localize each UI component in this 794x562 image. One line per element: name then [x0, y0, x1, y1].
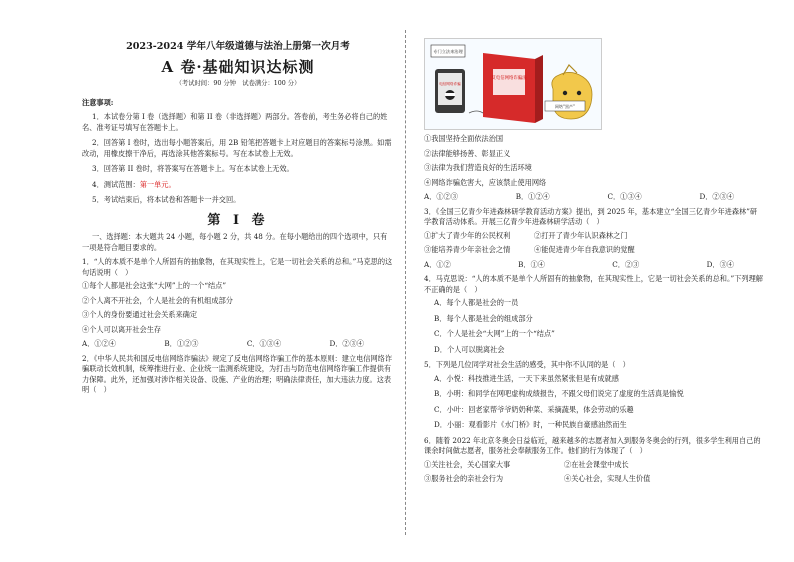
q5-option-a: A．小悦：科技推进生活，一天下来虽然紧张但是有成就感 — [434, 373, 619, 383]
question-2-stem: 2．《中华人民共和国反电信网络诈骗法》规定了反电信网络诈骗工作的基本原则：建立电信网络诈骗联动长效机制，统筹推进行业、企业统一监测系统建设，为打击与防范电信网络诈骗工作提供有力保障。此外，还加强对涉诈相关设备、设施、产业的治理；明确法律责任，加大违法力度。这表明（ ） — [82, 353, 393, 394]
q2-option-a: A．①②③ — [424, 192, 458, 201]
note-1: 1．本试卷分第 I 卷（选择题）和第 II 卷（非选择题）两部分。答卷前，考生务必将自己的姓名、准考证号填写在答题卡上。 — [82, 112, 388, 132]
notes-title: 注意事项: — [82, 97, 114, 107]
q6-statement-2: ②在社会课堂中成长 — [564, 459, 629, 469]
q1-option-a: A．①②④ — [82, 339, 116, 348]
q1-statement-1: ①每个人都是社会这张“大网”上的一个“结点” — [82, 281, 227, 290]
q2-options — [424, 192, 764, 203]
q3-option-b: B．①④ — [518, 259, 545, 269]
q1-statement-4: ④个人可以离开社会生存 — [82, 324, 162, 334]
q6-statements-row-2 — [424, 474, 764, 485]
question-5-stem: 5．下列是几位同学对社会生活的感受，其中你不认同的是（ ） — [424, 360, 630, 369]
exam-info: （考试时间：90 分钟 试卷满分：100 分） — [175, 80, 301, 87]
cartoon-poster-text: 专门立法来治理 — [433, 49, 463, 54]
q6-statement-3: ③服务社会的亲社会行为 — [424, 474, 504, 483]
cartoon-illustration — [424, 38, 602, 130]
q6-statement-1: ①关注社会，关心国家大事 — [424, 459, 511, 469]
note-5: 5．考试结束后，将本试卷和答题卡一并交回。 — [92, 195, 241, 204]
q5-option-d: D．小丽：观看影片《水门桥》时，一种民族自豪感油然而生 — [434, 420, 627, 429]
note-4 — [82, 180, 394, 191]
q3-option-c: C．②③ — [612, 259, 640, 269]
q5-option-b: B．小明：和同学在网吧虚构成绩报告，不跟父母们说完了虚度的生活真是愉悦 — [434, 389, 684, 398]
question-6-stem: 6．随着 2022 年北京冬奥会日益临近，越来越多的志愿者加入到服务冬奥会的行列，很多学生利用自己的课余时间做志愿者，服务社会奉献服务工作。他们的行为体现了（ ） — [424, 435, 761, 455]
q2-statement-1: ①我国坚持全面依法治国 — [424, 134, 504, 143]
right-column — [424, 38, 764, 489]
cartoon-bag-text: 网络“黑产” — [554, 104, 576, 109]
q3-statement-2: ②打开了青少年认识森林之门 — [534, 230, 628, 240]
section-instructions: 一、选择题：本大题共 24 小题，每小题 2 分，共 48 分。在每小题给出的四个选项中，只有一项是符合题目要求的。 — [82, 232, 388, 252]
note-2: 2．回答第 I 卷时，选出每小题答案后，用 2B 铅笔把答题卡上对应题目的答案标号涂黑。如需改动，用橡皮擦干净后，再选涂其他答案标号。写在本试卷上无效。 — [82, 138, 392, 158]
q3-option-d: D．③④ — [706, 259, 734, 269]
q3-statements-row-1 — [424, 231, 764, 242]
q1-option-b: B．①②③ — [164, 339, 199, 348]
q2-statement-4: ④网络诈骗危害大，应该禁止使用网络 — [424, 177, 547, 187]
q5-option-c: C．小叶：回老家帮爷爷奶奶种菜、采摘蔬果，体会劳动的乐趣 — [434, 404, 634, 414]
column-divider — [405, 30, 406, 535]
note-4-highlight: 第一单元。 — [139, 179, 176, 189]
cartoon-book-text: 反电信网络诈骗法 — [491, 76, 527, 81]
q3-options — [424, 260, 764, 271]
q4-option-c: C．个人是社会“大网”上的一个“结点” — [434, 329, 555, 338]
q3-statement-3: ③能培养青少年亲社会之情 — [424, 245, 511, 254]
q1-option-c: C．①③④ — [246, 339, 282, 348]
question-1-stem: 1．“人的本质不是单个人所固有的抽象物，在其现实性上，它是一切社会关系的总和。”马克思的这句话说明（ ） — [82, 257, 393, 277]
q1-option-d: D．②③④ — [329, 339, 364, 348]
q2-option-c: C．①③④ — [607, 192, 642, 201]
question-4-stem: 4．马克思说：“人的本质不是单个人所固有的抽象物，在其现实性上，它是一切社会关系的总和。”下列理解不正确的是（ ） — [424, 274, 763, 294]
q3-statement-4: ④能促进青少年自我意识的觉醒 — [534, 245, 635, 254]
q4-option-a: A．每个人都是社会的一员 — [434, 298, 519, 307]
q1-statement-3: ③个人的身份要通过社会关系来确定 — [82, 310, 198, 319]
left-column — [82, 42, 394, 399]
q6-statement-4: ④关心社会，实现人生价值 — [564, 474, 651, 483]
q3-option-a: A．①② — [424, 259, 451, 269]
q4-option-b: B．每个人都是社会的组成部分 — [434, 313, 533, 323]
exam-subtitle: A 卷·基础知识达标测 — [161, 57, 315, 76]
q2-option-b: B．①②④ — [515, 192, 550, 201]
q4-option-d: D．个人可以脱离社会 — [434, 344, 505, 354]
q1-options — [82, 339, 394, 350]
cartoon-phone-text: 电信网络诈骗 — [439, 82, 461, 86]
note-4-prefix: 4．测试范围： — [92, 179, 140, 189]
q2-statement-3: ③法律为我们营造良好的生活环境 — [424, 163, 532, 172]
question-3-stem: 3．《全国三亿青少年进森林研学教育活动方案》提出，到 2025 年，基本建立“全国三亿青少年进森林”研学教育活动体系。开展三亿青少年进森林研学活动（ ） — [424, 206, 758, 226]
q6-statements-row-1 — [424, 460, 764, 471]
q2-option-d: D．②③④ — [699, 192, 734, 201]
q1-statement-2: ②个人离不开社会，个人是社会的有机组成部分 — [82, 295, 233, 305]
q3-statements-row-2 — [424, 245, 764, 256]
exam-title: 2023-2024 学年八年级道德与法治上册第一次月考 — [126, 41, 350, 52]
note-3: 3．回答第 II 卷时，将答案写在答题卡上。写在本试卷上无效。 — [92, 164, 294, 173]
q3-statement-1: ①扩大了青少年的公民权利 — [424, 230, 511, 240]
q2-statement-2: ②法律能够扬善、彰显正义 — [424, 148, 511, 158]
part-1-title: 第 I 卷 — [207, 212, 269, 228]
